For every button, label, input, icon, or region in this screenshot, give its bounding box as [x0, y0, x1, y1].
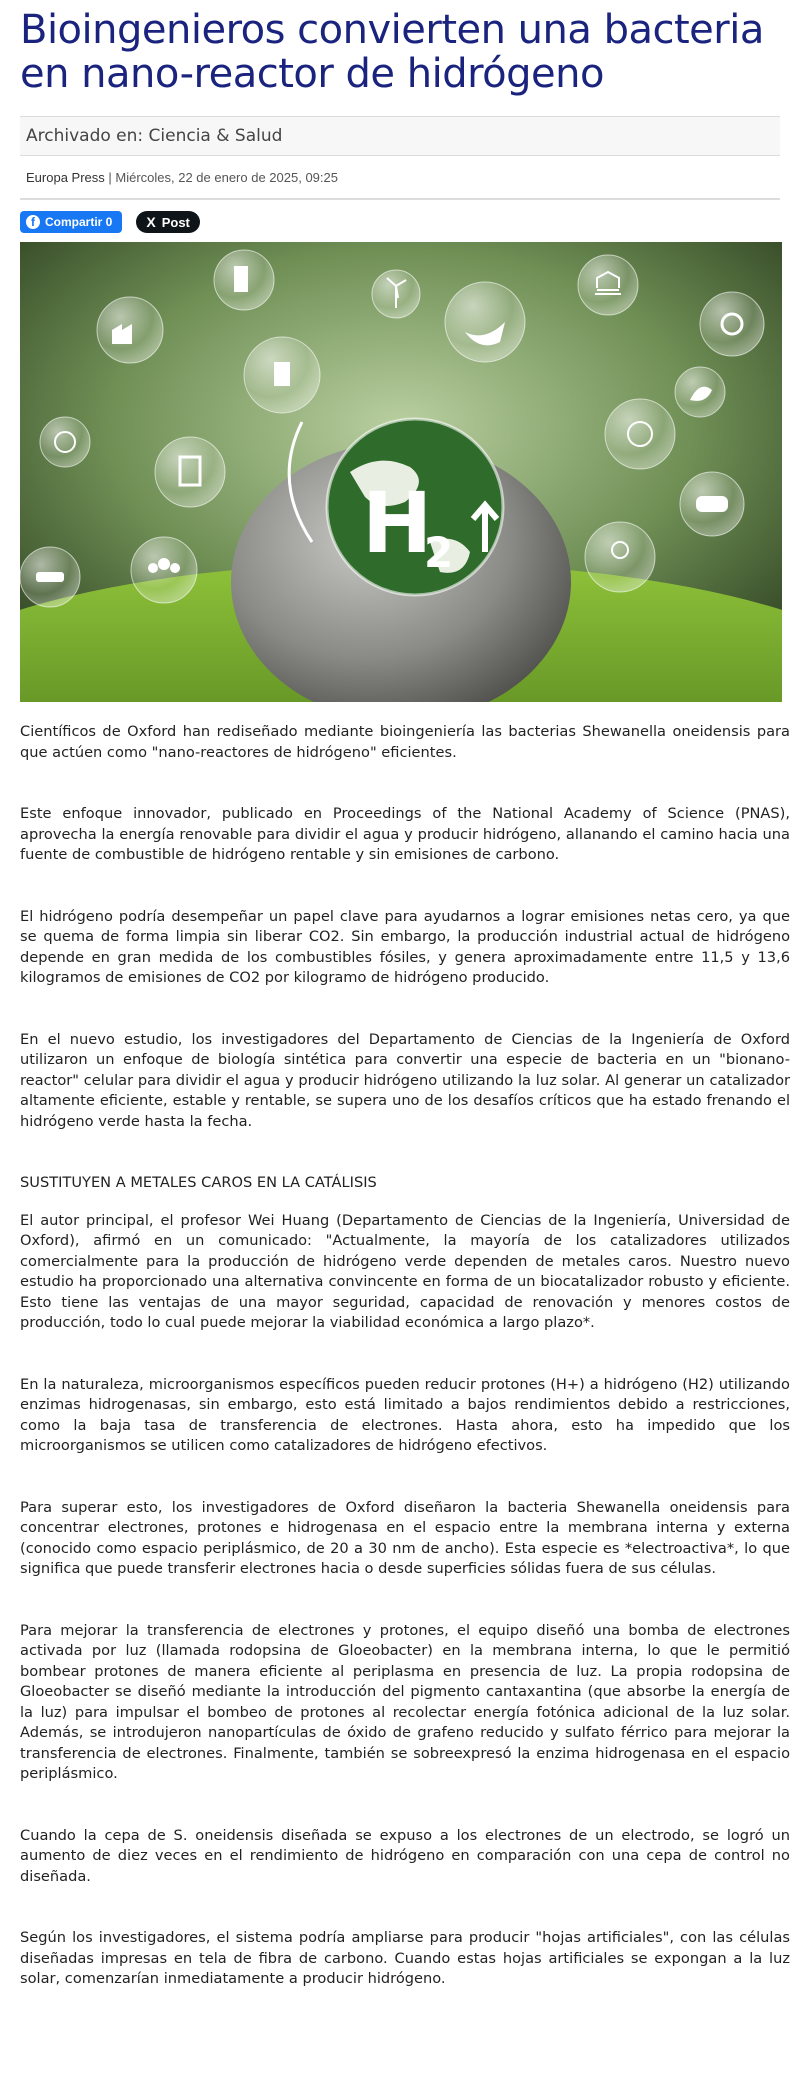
archived-category: Archivado en: Ciencia & Salud	[20, 116, 780, 156]
facebook-share-label: Compartir 0	[45, 215, 113, 229]
share-bar	[20, 210, 780, 234]
byline-source: Europa Press	[26, 170, 105, 185]
facebook-share-button[interactable]	[20, 211, 122, 233]
article-paragraph: En el nuevo estudio, los investigadores del Departamento de Ciencias de la Ingeniería de Oxford utilizaron un enfoque de biología sintética para convertir una especie de bacteria en un "bionano-reactor" celular para dividir el agua y producir hidrógeno utilizando la luz solar. Al generar un catalizador altamente eficiente, estable y rentable, se supera uno de los desafíos críticos que ha estado frenando el hidrógeno verde hasta la fecha.	[20, 1030, 790, 1130]
x-post-label: Post	[161, 214, 190, 230]
byline-separator: |	[104, 170, 116, 185]
hero-image	[20, 242, 782, 702]
h2-symbol-letter: H	[362, 474, 433, 572]
section-subheading: SUSTITUYEN A METALES CAROS EN LA CATÁLISIS	[20, 1174, 377, 1191]
article-paragraph: En la naturaleza, microorganismos específicos pueden reducir protones (H+) a hidrógeno (H2) utilizando enzimas hidrogenasas, sin embargo, esto está limitado a bajos rendimientos debido a restricciones, como la baja tasa de transferencia de electrones. Hasta ahora, esto ha impedido que los microorganismos se utilicen como catalizadores de hidrógeno efectivos.	[20, 1375, 790, 1454]
article-paragraph: Para superar esto, los investigadores de Oxford diseñaron la bacteria Shewanella oneidensis para concentrar electrones, protones e hidrogenasa en el espacio entre la membrana interna y externa (conocido como espacio periplásmico, de 20 a 30 nm de ancho). Esta especie es *electroactiva*, lo que significa que puede transferir electrones hacia o desde superficies sólidas fuera de sus células.	[20, 1498, 790, 1577]
x-icon: X	[146, 214, 156, 230]
byline	[20, 161, 780, 200]
article-title: Bioingenieros convierten una bacteria en nano-reactor de hidrógeno	[20, 7, 764, 97]
article-paragraph: El hidrógeno podría desempeñar un papel clave para ayudarnos a lograr emisiones netas cero, ya que se quema de forma limpia sin liberar CO2. Sin embargo, la producción industrial actual de hidrógeno depende en gran medida de los combustibles fósiles, y genera aproximadamente entre 11,5 y 13,6 kilogramos de emisiones de CO2 por kilogramo de hidrógeno producido.	[20, 907, 790, 986]
article-paragraph: El autor principal, el profesor Wei Huang (Departamento de Ciencias de la Ingeniería, Universidad de Oxford), afirmó en un comunicado: "Actualmente, la mayoría de los catalizadores utilizados comercialmente para la producción de hidrógeno verde dependen de metales caros. Nuestro nuevo estudio ha proporcionado una alternativa convincente en forma de un biocatalizador robusto y eficiente. Esto tiene las ventajas de una mayor seguridad, capacidad de renovación y menores costos de producción, todo lo cual puede mejorar la viabilidad económica a largo plazo*.	[20, 1211, 790, 1331]
article-page	[0, 8, 800, 1990]
byline-date: Miércoles, 22 de enero de 2025, 09:25	[115, 170, 338, 185]
article-paragraph: Según los investigadores, el sistema podría ampliarse para producir "hojas artificiales", con las células diseñadas impresas en tela de fibra de carbono. Cuando estas hojas artificiales se expongan a la luz solar, comenzarían inmediatamente a producir hidrógeno.	[20, 1929, 790, 1987]
article-paragraph: Para mejorar la transferencia de electrones y protones, el equipo diseñó una bomba de electrones activada por luz (llamada rodopsina de Gloeobacter) en la membrana interna, lo que le permitió bombear protones de manera eficiente al periplasma en presencia de luz. La propia rodopsina de Gloeobacter se diseñó mediante la introducción del pigmento cantaxantina (que absorbe la energía de la luz) para impulsar el bombeo de protones al recolectar energía fotónica adicional de la luz solar. Además, se introdujeron nanopartículas de óxido de grafeno reducido y sulfato férrico para mejorar la transferencia de electrones. Finalmente, también se sobreexpresó la enzima hidrogenasa en el espacio periplásmico.	[20, 1621, 790, 1782]
facebook-icon: f	[26, 215, 40, 229]
article-body	[20, 722, 790, 1990]
article-paragraph: Científicos de Oxford han rediseñado mediante bioingeniería las bacterias Shewanella oneidensis para que actúen como "nano-reactores de hidrógeno" eficientes.	[20, 723, 790, 761]
article-paragraph: Cuando la cepa de S. oneidensis diseñada se expuso a los electrones de un electrodo, se logró un aumento de diez veces en el rendimiento de hidrógeno en comparación con una cepa de control no diseñada.	[20, 1826, 790, 1885]
h2-symbol-subscript: 2	[424, 528, 454, 577]
article-paragraph: Este enfoque innovador, publicado en Proceedings of the National Academy of Science (PNAS), aprovecha la energía renovable para dividir el agua y producir hidrógeno, allanando el camino hacia una fuente de combustible de hidrógeno rentable y sin emisiones de carbono.	[20, 805, 790, 863]
x-post-button[interactable]	[136, 211, 200, 233]
